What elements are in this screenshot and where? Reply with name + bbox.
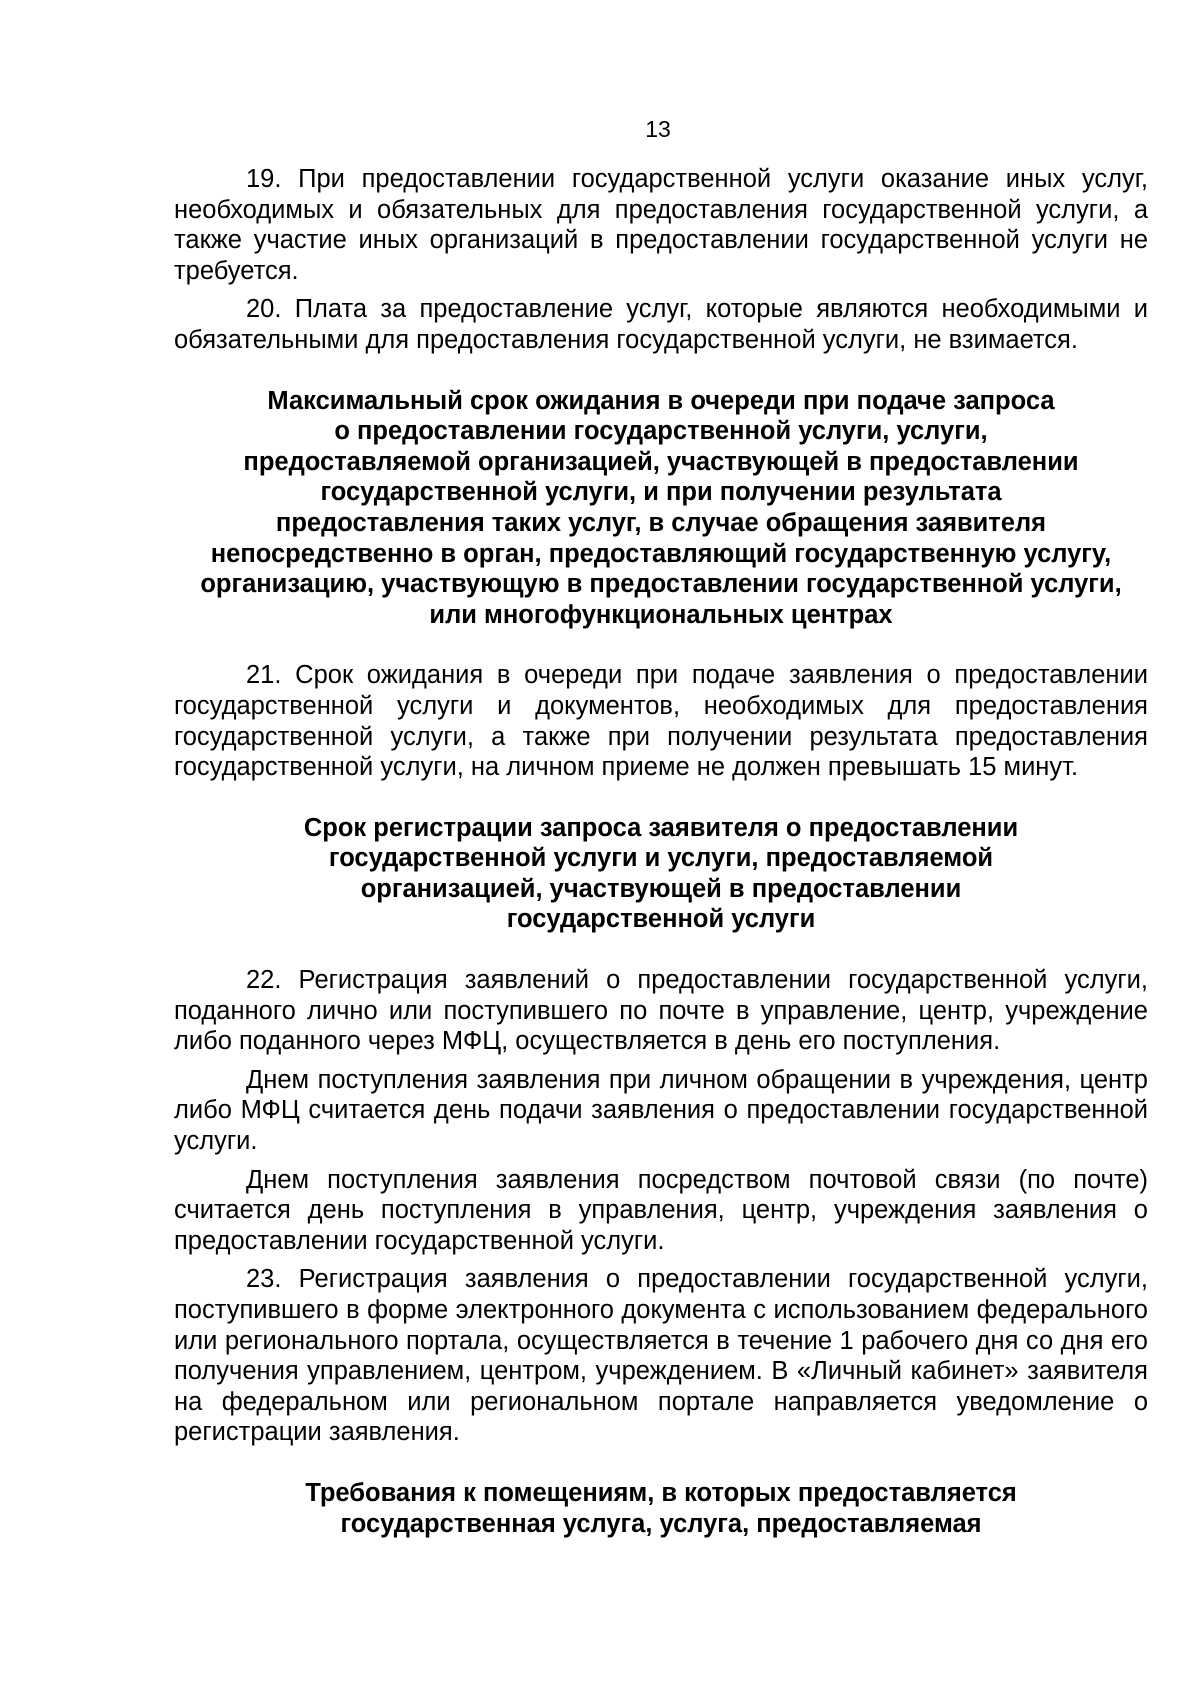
heading-line: государственной услуги	[506, 905, 816, 934]
document-body	[174, 164, 1148, 1539]
heading-line: Срок регистрации запроса заявителя о предоставлении	[303, 813, 1019, 842]
paragraph-19: 19. При предоставлении государственной услуги оказание иных услуг, необходимых и обязательных для предоставления государственной услуги, а также участие иных организаций в предоставлении государственной услуги не требуется.	[174, 165, 1148, 285]
heading-line: предоставления таких услуг, в случае обращения заявителя	[275, 508, 1047, 537]
heading-line: Максимальный срок ожидания в очереди при подаче запроса	[267, 386, 1055, 415]
paragraph-20: 20. Плата за предоставление услуг, которые являются необходимыми и обязательными для предоставления государственной услуги, не взимается.	[174, 295, 1148, 354]
heading-line: государственной услуги и услуги, предоставляемой	[328, 844, 994, 873]
section-heading-premises-requirements	[174, 1478, 1148, 1539]
heading-line: предоставляемой организацией, участвующей в предоставлении	[243, 447, 1079, 476]
paragraph-21: 21. Срок ожидания в очереди при подаче заявления о предоставлении государственной услуги и документов, необходимых для предоставления государственной услуги, а также при получении результата предоставления государственной услуги, на личном приеме не должен превышать 15 минут.	[174, 661, 1148, 782]
paragraph-23: 23. Регистрация заявления о предоставлении государственной услуги, поступившего в форме электронного документа с использованием федерального или регионального портала, осуществляется в течение 1 рабочего дня со дня его получения управлением, центром, учреждением. В «Личный кабинет» заявителя на федеральном или региональном портале направляется уведомление о регистрации заявления.	[174, 1265, 1148, 1447]
heading-line: Требования к помещениям, в которых предоставляется	[305, 1478, 1017, 1507]
heading-line: организацией, участвующей в предоставлении	[360, 874, 962, 903]
section-heading-registration-time	[174, 813, 1148, 935]
section-heading-waiting-time	[174, 386, 1148, 631]
paragraph-22: 22. Регистрация заявлений о предоставлении государственной услуги, поданного лично или поступившего по почте в управление, центр, учреждение либо поданного через МФЦ, осуществляется в день его поступления.	[174, 966, 1148, 1056]
heading-line: о предоставлении государственной услуги, услуги,	[334, 417, 988, 446]
paragraph-receipt-day-personal: Днем поступления заявления при личном обращении в учреждения, центр либо МФЦ считается день подачи заявления о предоставлении государственной услуги.	[174, 1065, 1148, 1156]
heading-line: непосредственно в орган, предоставляющий государственную услугу,	[210, 539, 1112, 568]
paragraph-receipt-day-postal: Днем поступления заявления посредством почтовой связи (по почте) считается день поступления в управления, центр, учреждения заявления о предоставлении государственной услуги.	[174, 1165, 1148, 1255]
heading-line: государственная услуга, услуга, предоставляемая	[340, 1509, 982, 1538]
page-number: 13	[645, 116, 671, 142]
heading-line: организацию, участвующую в предоставлении государственной услуги,	[200, 570, 1122, 599]
heading-line: государственной услуги, и при получении результата	[320, 478, 1002, 507]
heading-line: или многофункциональных центрах	[429, 600, 893, 629]
